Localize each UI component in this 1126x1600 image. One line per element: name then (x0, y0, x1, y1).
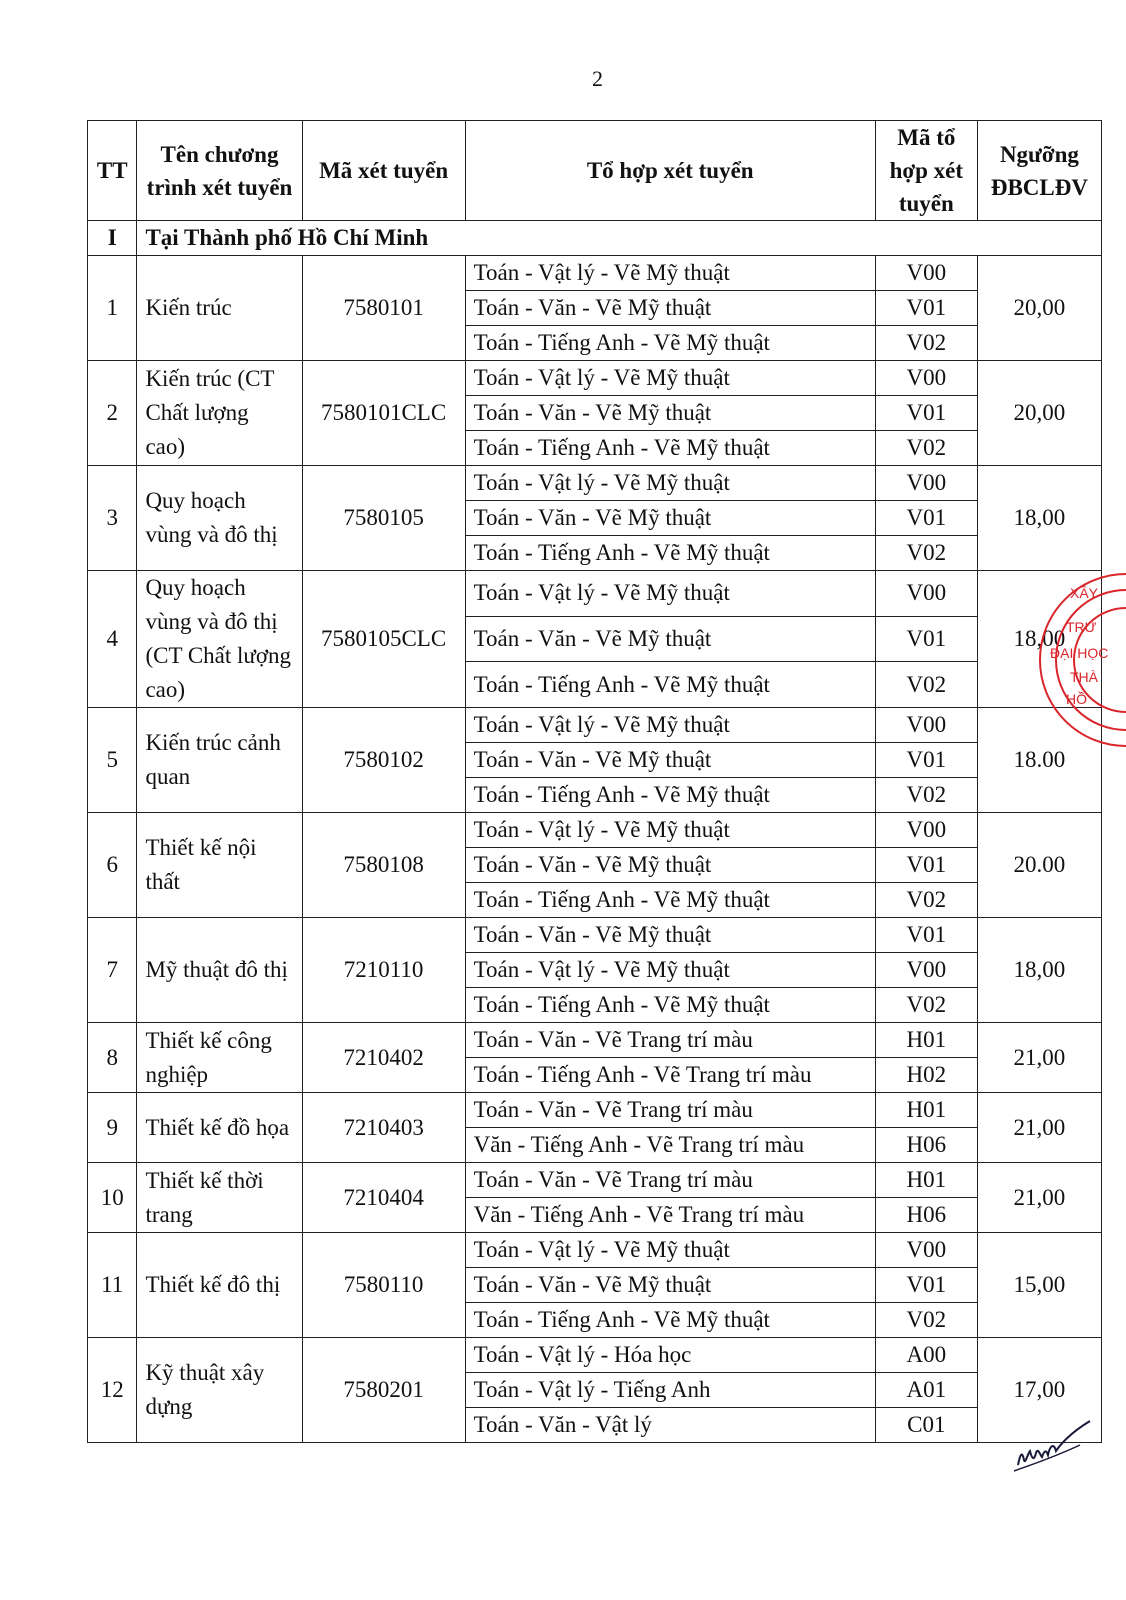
threshold-score: 18,00 (977, 466, 1101, 571)
combination-code: V02 (875, 778, 977, 813)
subject-combination: Toán - Tiếng Anh - Vẽ Mỹ thuật (465, 326, 875, 361)
combination-code: V02 (875, 662, 977, 708)
subject-combination: Toán - Văn - Vẽ Mỹ thuật (465, 291, 875, 326)
table-row (88, 256, 1102, 291)
section-title: Tại Thành phố Hồ Chí Minh (137, 221, 1102, 256)
subject-combination: Toán - Tiếng Anh - Vẽ Mỹ thuật (465, 536, 875, 571)
table-header-row (88, 121, 1102, 221)
row-number: 9 (88, 1093, 137, 1163)
table-row (88, 1163, 1102, 1198)
admission-code: 7580101 (302, 256, 465, 361)
program-name: Thiết kế đồ họa (137, 1093, 302, 1163)
combination-code: H01 (875, 1093, 977, 1128)
page-number: 2 (592, 66, 603, 91)
program-name: Thiết kế thời trang (137, 1163, 302, 1233)
subject-combination: Toán - Vật lý - Vẽ Mỹ thuật (465, 571, 875, 617)
subject-combination: Toán - Tiếng Anh - Vẽ Mỹ thuật (465, 662, 875, 708)
subject-combination: Toán - Văn - Vẽ Mỹ thuật (465, 396, 875, 431)
threshold-score: 20,00 (977, 361, 1101, 466)
combination-code: V00 (875, 361, 977, 396)
combination-code: V00 (875, 571, 977, 617)
subject-combination: Toán - Văn - Vẽ Mỹ thuật (465, 918, 875, 953)
combination-code: V01 (875, 291, 977, 326)
combination-code: V01 (875, 616, 977, 662)
program-name: Quy hoạch vùng và đô thị (CT Chất lượng cao) (137, 571, 302, 708)
row-number: 2 (88, 361, 137, 466)
program-name: Thiết kế nội thất (137, 813, 302, 918)
admission-code: 7580110 (302, 1233, 465, 1338)
threshold-score: 20,00 (977, 256, 1101, 361)
subject-combination: Toán - Tiếng Anh - Vẽ Mỹ thuật (465, 778, 875, 813)
admission-table (87, 120, 1102, 1443)
program-name: Kiến trúc (CT Chất lượng cao) (137, 361, 302, 466)
table-row (88, 708, 1102, 743)
subject-combination: Toán - Tiếng Anh - Vẽ Trang trí màu (465, 1058, 875, 1093)
combination-code: V02 (875, 883, 977, 918)
subject-combination: Toán - Văn - Vẽ Mỹ thuật (465, 501, 875, 536)
program-name: Kỹ thuật xây dựng (137, 1338, 302, 1443)
subject-combination: Toán - Văn - Vẽ Mỹ thuật (465, 743, 875, 778)
combination-code: H02 (875, 1058, 977, 1093)
combination-code: V02 (875, 988, 977, 1023)
row-number: 11 (88, 1233, 137, 1338)
combination-code: V01 (875, 501, 977, 536)
row-number: 3 (88, 466, 137, 571)
subject-combination: Toán - Văn - Vẽ Trang trí màu (465, 1023, 875, 1058)
program-name: Kiến trúc cảnh quan (137, 708, 302, 813)
header-admission-code: Mã xét tuyển (302, 121, 465, 221)
combination-code: H01 (875, 1023, 977, 1058)
row-number: 7 (88, 918, 137, 1023)
program-name: Kiến trúc (137, 256, 302, 361)
row-number: 5 (88, 708, 137, 813)
row-number: 10 (88, 1163, 137, 1233)
subject-combination: Toán - Vật lý - Tiếng Anh (465, 1373, 875, 1408)
stamp-text: ĐẠI HỌC (1050, 645, 1109, 661)
table-row (88, 571, 1102, 617)
threshold-score: 15,00 (977, 1233, 1101, 1338)
combination-code: V00 (875, 813, 977, 848)
stamp-text: THÀ (1070, 669, 1098, 685)
admission-code: 7580105 (302, 466, 465, 571)
table-row (88, 1023, 1102, 1058)
admission-code: 7580102 (302, 708, 465, 813)
combination-code: V01 (875, 743, 977, 778)
section-row (88, 221, 1102, 256)
header-threshold: Ngưỡng ĐBCLĐV (977, 121, 1101, 221)
combination-code: V02 (875, 1303, 977, 1338)
table-row (88, 813, 1102, 848)
threshold-score: 18,00 (977, 918, 1101, 1023)
stamp-text: XÂY (1070, 585, 1099, 601)
section-number: I (88, 221, 137, 256)
header-combination-code: Mã tổ hợp xét tuyển (875, 121, 977, 221)
program-name: Quy hoạch vùng và đô thị (137, 466, 302, 571)
header-program-name: Tên chương trình xét tuyển (137, 121, 302, 221)
header-combination: Tổ hợp xét tuyển (465, 121, 875, 221)
threshold-score: 18,00 (977, 571, 1101, 708)
program-name: Thiết kế công nghiệp (137, 1023, 302, 1093)
combination-code: V02 (875, 536, 977, 571)
subject-combination: Toán - Tiếng Anh - Vẽ Mỹ thuật (465, 883, 875, 918)
threshold-score: 21,00 (977, 1093, 1101, 1163)
subject-combination: Toán - Vật lý - Vẽ Mỹ thuật (465, 1233, 875, 1268)
threshold-score: 21,00 (977, 1023, 1101, 1093)
subject-combination: Toán - Văn - Vẽ Trang trí màu (465, 1093, 875, 1128)
combination-code: H06 (875, 1198, 977, 1233)
subject-combination: Toán - Văn - Vật lý (465, 1408, 875, 1443)
subject-combination: Toán - Vật lý - Vẽ Mỹ thuật (465, 708, 875, 743)
subject-combination: Toán - Tiếng Anh - Vẽ Mỹ thuật (465, 431, 875, 466)
table-row (88, 918, 1102, 953)
program-name: Thiết kế đô thị (137, 1233, 302, 1338)
row-number: 1 (88, 256, 137, 361)
admission-code: 7210403 (302, 1093, 465, 1163)
subject-combination: Toán - Vật lý - Hóa học (465, 1338, 875, 1373)
table-row (88, 361, 1102, 396)
table-row (88, 1093, 1102, 1128)
combination-code: H01 (875, 1163, 977, 1198)
subject-combination: Toán - Vật lý - Vẽ Mỹ thuật (465, 361, 875, 396)
subject-combination: Toán - Văn - Vẽ Mỹ thuật (465, 616, 875, 662)
subject-combination: Toán - Văn - Vẽ Mỹ thuật (465, 1268, 875, 1303)
stamp-text: TRƯ (1066, 619, 1097, 635)
admission-code: 7580108 (302, 813, 465, 918)
subject-combination: Văn - Tiếng Anh - Vẽ Trang trí màu (465, 1198, 875, 1233)
header-tt: TT (88, 121, 137, 221)
subject-combination: Toán - Văn - Vẽ Trang trí màu (465, 1163, 875, 1198)
combination-code: V01 (875, 848, 977, 883)
stamp-text: HỒ (1066, 691, 1087, 707)
combination-code: V01 (875, 1268, 977, 1303)
row-number: 4 (88, 571, 137, 708)
combination-code: C01 (875, 1408, 977, 1443)
combination-code: A00 (875, 1338, 977, 1373)
row-number: 12 (88, 1338, 137, 1443)
admission-code: 7210404 (302, 1163, 465, 1233)
subject-combination: Toán - Văn - Vẽ Mỹ thuật (465, 848, 875, 883)
subject-combination: Toán - Tiếng Anh - Vẽ Mỹ thuật (465, 1303, 875, 1338)
table-row (88, 466, 1102, 501)
row-number: 6 (88, 813, 137, 918)
subject-combination: Toán - Vật lý - Vẽ Mỹ thuật (465, 953, 875, 988)
subject-combination: Toán - Vật lý - Vẽ Mỹ thuật (465, 256, 875, 291)
combination-code: V00 (875, 953, 977, 988)
combination-code: V02 (875, 431, 977, 466)
threshold-score: 18.00 (977, 708, 1101, 813)
combination-code: V00 (875, 466, 977, 501)
threshold-score: 21,00 (977, 1163, 1101, 1233)
combination-code: V00 (875, 256, 977, 291)
admission-code: 7580105CLC (302, 571, 465, 708)
combination-code: V02 (875, 326, 977, 361)
table-row (88, 1233, 1102, 1268)
admission-code: 7210110 (302, 918, 465, 1023)
table-body (88, 221, 1102, 1443)
combination-code: V00 (875, 1233, 977, 1268)
threshold-score: 20.00 (977, 813, 1101, 918)
combination-code: H06 (875, 1128, 977, 1163)
subject-combination: Văn - Tiếng Anh - Vẽ Trang trí màu (465, 1128, 875, 1163)
admission-code: 7210402 (302, 1023, 465, 1093)
subject-combination: Toán - Vật lý - Vẽ Mỹ thuật (465, 466, 875, 501)
program-name: Mỹ thuật đô thị (137, 918, 302, 1023)
row-number: 8 (88, 1023, 137, 1093)
admission-code: 7580101CLC (302, 361, 465, 466)
subject-combination: Toán - Vật lý - Vẽ Mỹ thuật (465, 813, 875, 848)
admission-code: 7580201 (302, 1338, 465, 1443)
subject-combination: Toán - Tiếng Anh - Vẽ Mỹ thuật (465, 988, 875, 1023)
combination-code: V01 (875, 918, 977, 953)
signature-mark (1010, 1415, 1095, 1475)
table-row (88, 1338, 1102, 1373)
combination-code: A01 (875, 1373, 977, 1408)
combination-code: V00 (875, 708, 977, 743)
threshold-score: 17,00 (977, 1338, 1101, 1443)
combination-code: V01 (875, 396, 977, 431)
